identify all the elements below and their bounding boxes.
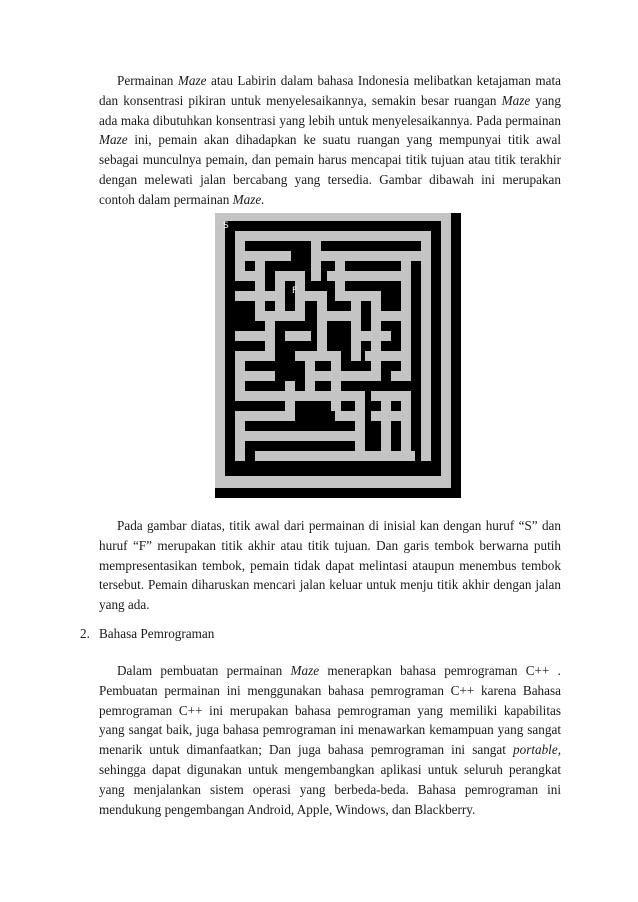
maze-wall: [235, 231, 431, 241]
maze-wall: [311, 241, 321, 281]
maze-wall: [355, 391, 365, 451]
text-run: yang ada maka dibutuhkan konsentrasi yang lebih untuk menyelesaikannya. Pada permainan: [99, 92, 561, 128]
maze-wall: [317, 291, 327, 351]
maze-wall: [325, 311, 351, 321]
section-number: 2.: [80, 626, 90, 641]
maze-wall: [235, 411, 245, 461]
text-run-italic: portable,: [513, 742, 561, 758]
text-run: Dalam pembuatan permainan: [117, 663, 291, 678]
section-heading: [80, 624, 214, 644]
text-run: ini, pemain akan dihadapkan ke suatu ruangan yang mempunyai titik awal sebagai munculnya pemain, dan pemain harus mencapai titik tujuan atau titik terakhir dengan melewati jalan bercabang yang tersedia. Gambar dibawah ini merupakan contoh dalam permainan: [99, 132, 561, 207]
maze-wall: [401, 391, 411, 451]
maze-figure: [215, 213, 461, 498]
maze-wall: [331, 351, 341, 411]
maze-wall: [295, 391, 355, 401]
maze-start-label: S: [223, 221, 229, 231]
maze-wall: [421, 231, 431, 461]
maze-wall: [275, 271, 285, 321]
text-run: atau Labirin dalam bahasa Indonesia melibatkan ketajaman mata dan konsentrasi pikiran untuk menyelesaikannya, semakin besar ruangan: [99, 73, 561, 108]
text-run-italic: Maze: [177, 73, 207, 88]
maze-image: [215, 213, 461, 498]
maze-wall: [235, 231, 245, 281]
paragraph-maze-intro: [99, 71, 561, 210]
maze-wall: [255, 251, 265, 311]
maze-wall: [285, 381, 295, 421]
maze-wall: [245, 371, 275, 381]
maze-wall: [235, 431, 355, 441]
maze-wall: [235, 351, 245, 401]
maze-wall: [335, 261, 345, 301]
maze-wall: [225, 476, 451, 488]
maze-wall: [335, 411, 355, 421]
maze-wall: [441, 213, 451, 478]
maze-wall: [341, 291, 381, 301]
paragraph-maze-explanation: Pada gambar diatas, titik awal dari permainan di inisial kan dengan huruf “S” dan huruf “F” merupakan titik akhir atau titik tujuan. Dan garis tembok berwarna putih mempresentasikan tembok, pemain tidak dapat melintasi ataupun menembus tembok tersebut. Pemain diharuskan mencari jalan keluar untuk menju titik akhir dengan jalan yang ada.: [99, 518, 561, 613]
text-run-italic: Maze: [99, 132, 128, 148]
text-run: menerapkan bahasa pemrograman C++ . Pembuatan permainan ini menggunakan bahasa pemrograman C++ karena Bahasa pemrograman C++ ini merupakan bahasa pemrograman yang memiliki kapabilitas yang sangat baik, juga bahasa pemrograman ini menawarkan kemampuan yang sangat menarik untuk dimanfaatkan; Dan juga bahasa pemrograman ini sangat: [99, 663, 561, 758]
maze-wall: [305, 361, 315, 401]
text-run: Permainan: [117, 73, 178, 88]
text-run-italic: Maze: [501, 92, 531, 108]
maze-wall: [371, 301, 381, 381]
text-run-italic: Maze: [290, 663, 320, 678]
maze-wall: [315, 371, 371, 381]
maze-wall: [215, 213, 225, 488]
section-title: Bahasa Pemrograman: [99, 626, 215, 641]
maze-wall: [401, 251, 411, 381]
maze-wall: [265, 321, 275, 361]
text-run: sehingga dapat digunakan untuk mengembangkan aplikasi untuk seluruh perangkat yang menjalankan sistem operasi yang berbeda-beda. Bahasa pemrograman ini mendukung pengembangan Android, Apple, Windows, dan Blackberry.: [99, 761, 561, 817]
maze-wall: [225, 213, 451, 221]
maze-wall: [295, 351, 331, 361]
paragraph-programming-language: [99, 661, 561, 819]
maze-finish-label: F: [292, 286, 298, 296]
text-run-italic: Maze.: [232, 191, 265, 207]
maze-wall: [235, 331, 265, 341]
maze-wall: [351, 301, 361, 361]
maze-wall: [285, 331, 311, 341]
maze-wall: [381, 391, 391, 461]
